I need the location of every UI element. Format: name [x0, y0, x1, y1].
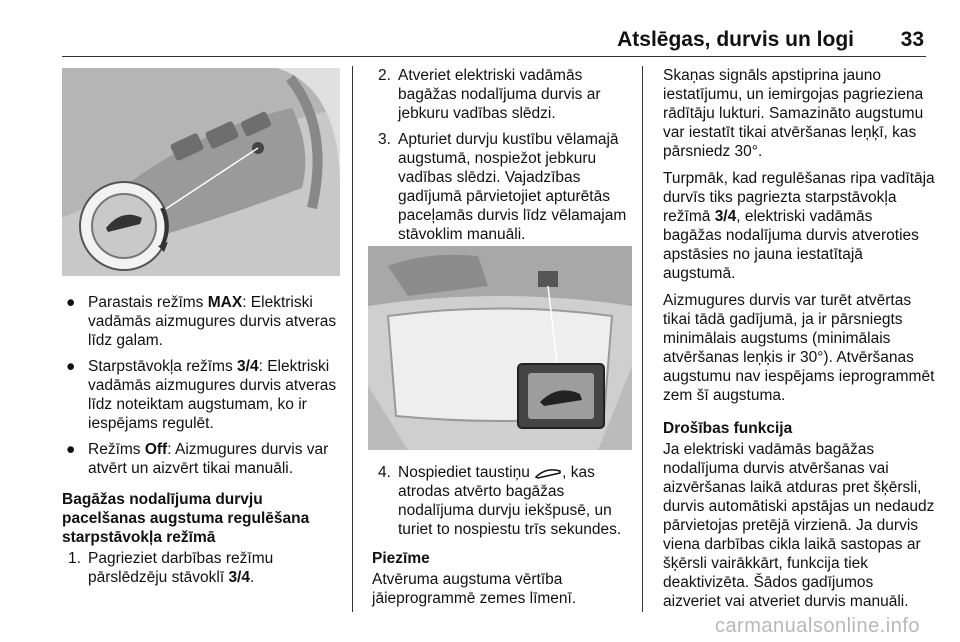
bullet-item: [62, 357, 344, 433]
safety-heading: Drošības funkcija: [663, 420, 793, 437]
bullet-text: Starpstāvokļa režīms: [88, 358, 238, 375]
step-text: Atveriet elektriski vadāmās bagāžas nodalījuma durvis ar jebkuru vadības slēdzi.: [398, 67, 601, 122]
bullet-bold: Off: [144, 441, 168, 458]
note-text: Atvēruma augstuma vērtība jāieprogrammē zemes līmenī.: [372, 571, 577, 607]
column-2-lower: [372, 463, 634, 616]
column-2: [372, 66, 634, 251]
column-1: [62, 293, 344, 594]
page-number: 33: [900, 28, 924, 51]
safety-text: Ja elektriski vadāmās bagāžas nodalījuma durvis atvēršanas vai aizvēršanas laikā atduras pret šķērsli, durvis automātiski apstājas un nedaudz pārvietojas pretējā virzienā. Ja durvis viena darbības cikla laikā sastopas ar šķērsli vairākkārt, funkcija tiek deaktivizēta. Šādos gadījumos aizveriet vai atveriet durvis manuāli.: [663, 441, 935, 610]
tailgate-switch-illustration: [368, 246, 632, 450]
header-title: Atslēgas, durvis un logi: [617, 28, 854, 51]
step-text: , kas atrodas atvērto bagāžas nodalījuma durvju iekšpusē, un turiet to nospiestu trīs sekundes.: [398, 464, 622, 538]
bullet-bold: MAX: [207, 294, 243, 311]
step-number: 2.: [378, 67, 391, 84]
paragraph: Aizmugures durvis var turēt atvērtas tikai tādā gadījumā, ja ir pārsniegts minimālais augstums (minimālais atvēršanas leņķis ir 30°). Atvēršanas augstumu nav iespējams ieprogrammēt zem šī augstuma.: [663, 292, 935, 404]
paragraph-text: Turpmāk, kad regulēšanas ripa vadītāja durvīs tiks pagriezta starpstāvokļa režīmā: [663, 170, 935, 225]
step-text: Pagrieziet darbības režīmu pārslēdzēju stāvoklī: [88, 550, 274, 586]
column-3: [663, 66, 935, 619]
header-rule: [62, 56, 926, 57]
note-heading: Piezīme: [372, 550, 430, 567]
step-number: 1.: [68, 550, 81, 567]
step-item: [372, 66, 634, 123]
step-item: [372, 463, 634, 539]
bullet-text: Režīms: [88, 441, 145, 458]
bullet-dot: ●: [66, 358, 76, 375]
step-text: Nospiediet taustiņu: [398, 464, 535, 481]
step-number: 3.: [378, 131, 391, 148]
tailgate-icon: [534, 467, 562, 479]
column-divider-1: [352, 66, 353, 612]
bullet-bold: 3/4: [237, 358, 259, 375]
bullet-dot: ●: [66, 441, 76, 458]
step-text: .: [250, 569, 255, 586]
paragraph-text: , elektriski vadāmās bagāžas nodalījuma durvis atveroties apstāsies no jauna iestatītajā augstumā.: [663, 208, 919, 282]
bullet-text: : Elektriski vadāmās aizmugures durvis atveras līdz galam.: [88, 294, 337, 349]
bullet-dot: ●: [66, 294, 76, 311]
step-number: 4.: [378, 464, 391, 481]
step-item: [372, 130, 634, 244]
step-text: Apturiet durvju kustību vēlamajā augstumā, nospiežot jebkuru vadības slēdzi. Vajadzības gadījumā pārvietojiet apturētās paceļamās durvis līdz vēlamajam stāvoklim manuāli.: [398, 131, 627, 243]
door-panel-illustration: [62, 68, 340, 276]
bullet-item: [62, 440, 344, 478]
section-heading: Bagāžas nodalījuma durvju pacelšanas augstuma regulēšana starpstāvokļa režīmā: [62, 491, 310, 546]
bullet-text: Parastais režīms: [88, 294, 208, 311]
paragraph: [663, 169, 935, 283]
bullet-text: : Aizmugures durvis var atvērt un aizvērt tikai manuāli.: [88, 441, 329, 477]
column-divider-2: [642, 66, 643, 612]
bullet-item: [62, 293, 344, 350]
step-item: [62, 549, 344, 587]
watermark: carmanualsonline.info: [714, 615, 920, 637]
bullet-text: : Elektriski vadāmās aizmugures durvis atveras līdz noteiktam augstumam, ko ir iespējams regulēt.: [88, 358, 337, 432]
step-bold: 3/4: [228, 569, 250, 586]
paragraph-bold: 3/4: [714, 208, 737, 225]
paragraph: Skaņas signāls apstiprina jauno iestatījumu, un iemirgojas pagrieziena rādītāju lukturi. Samazināto augstumu var iestatīt tikai atvēršanas leņķī, kas pārsniedz 30°.: [663, 67, 924, 160]
